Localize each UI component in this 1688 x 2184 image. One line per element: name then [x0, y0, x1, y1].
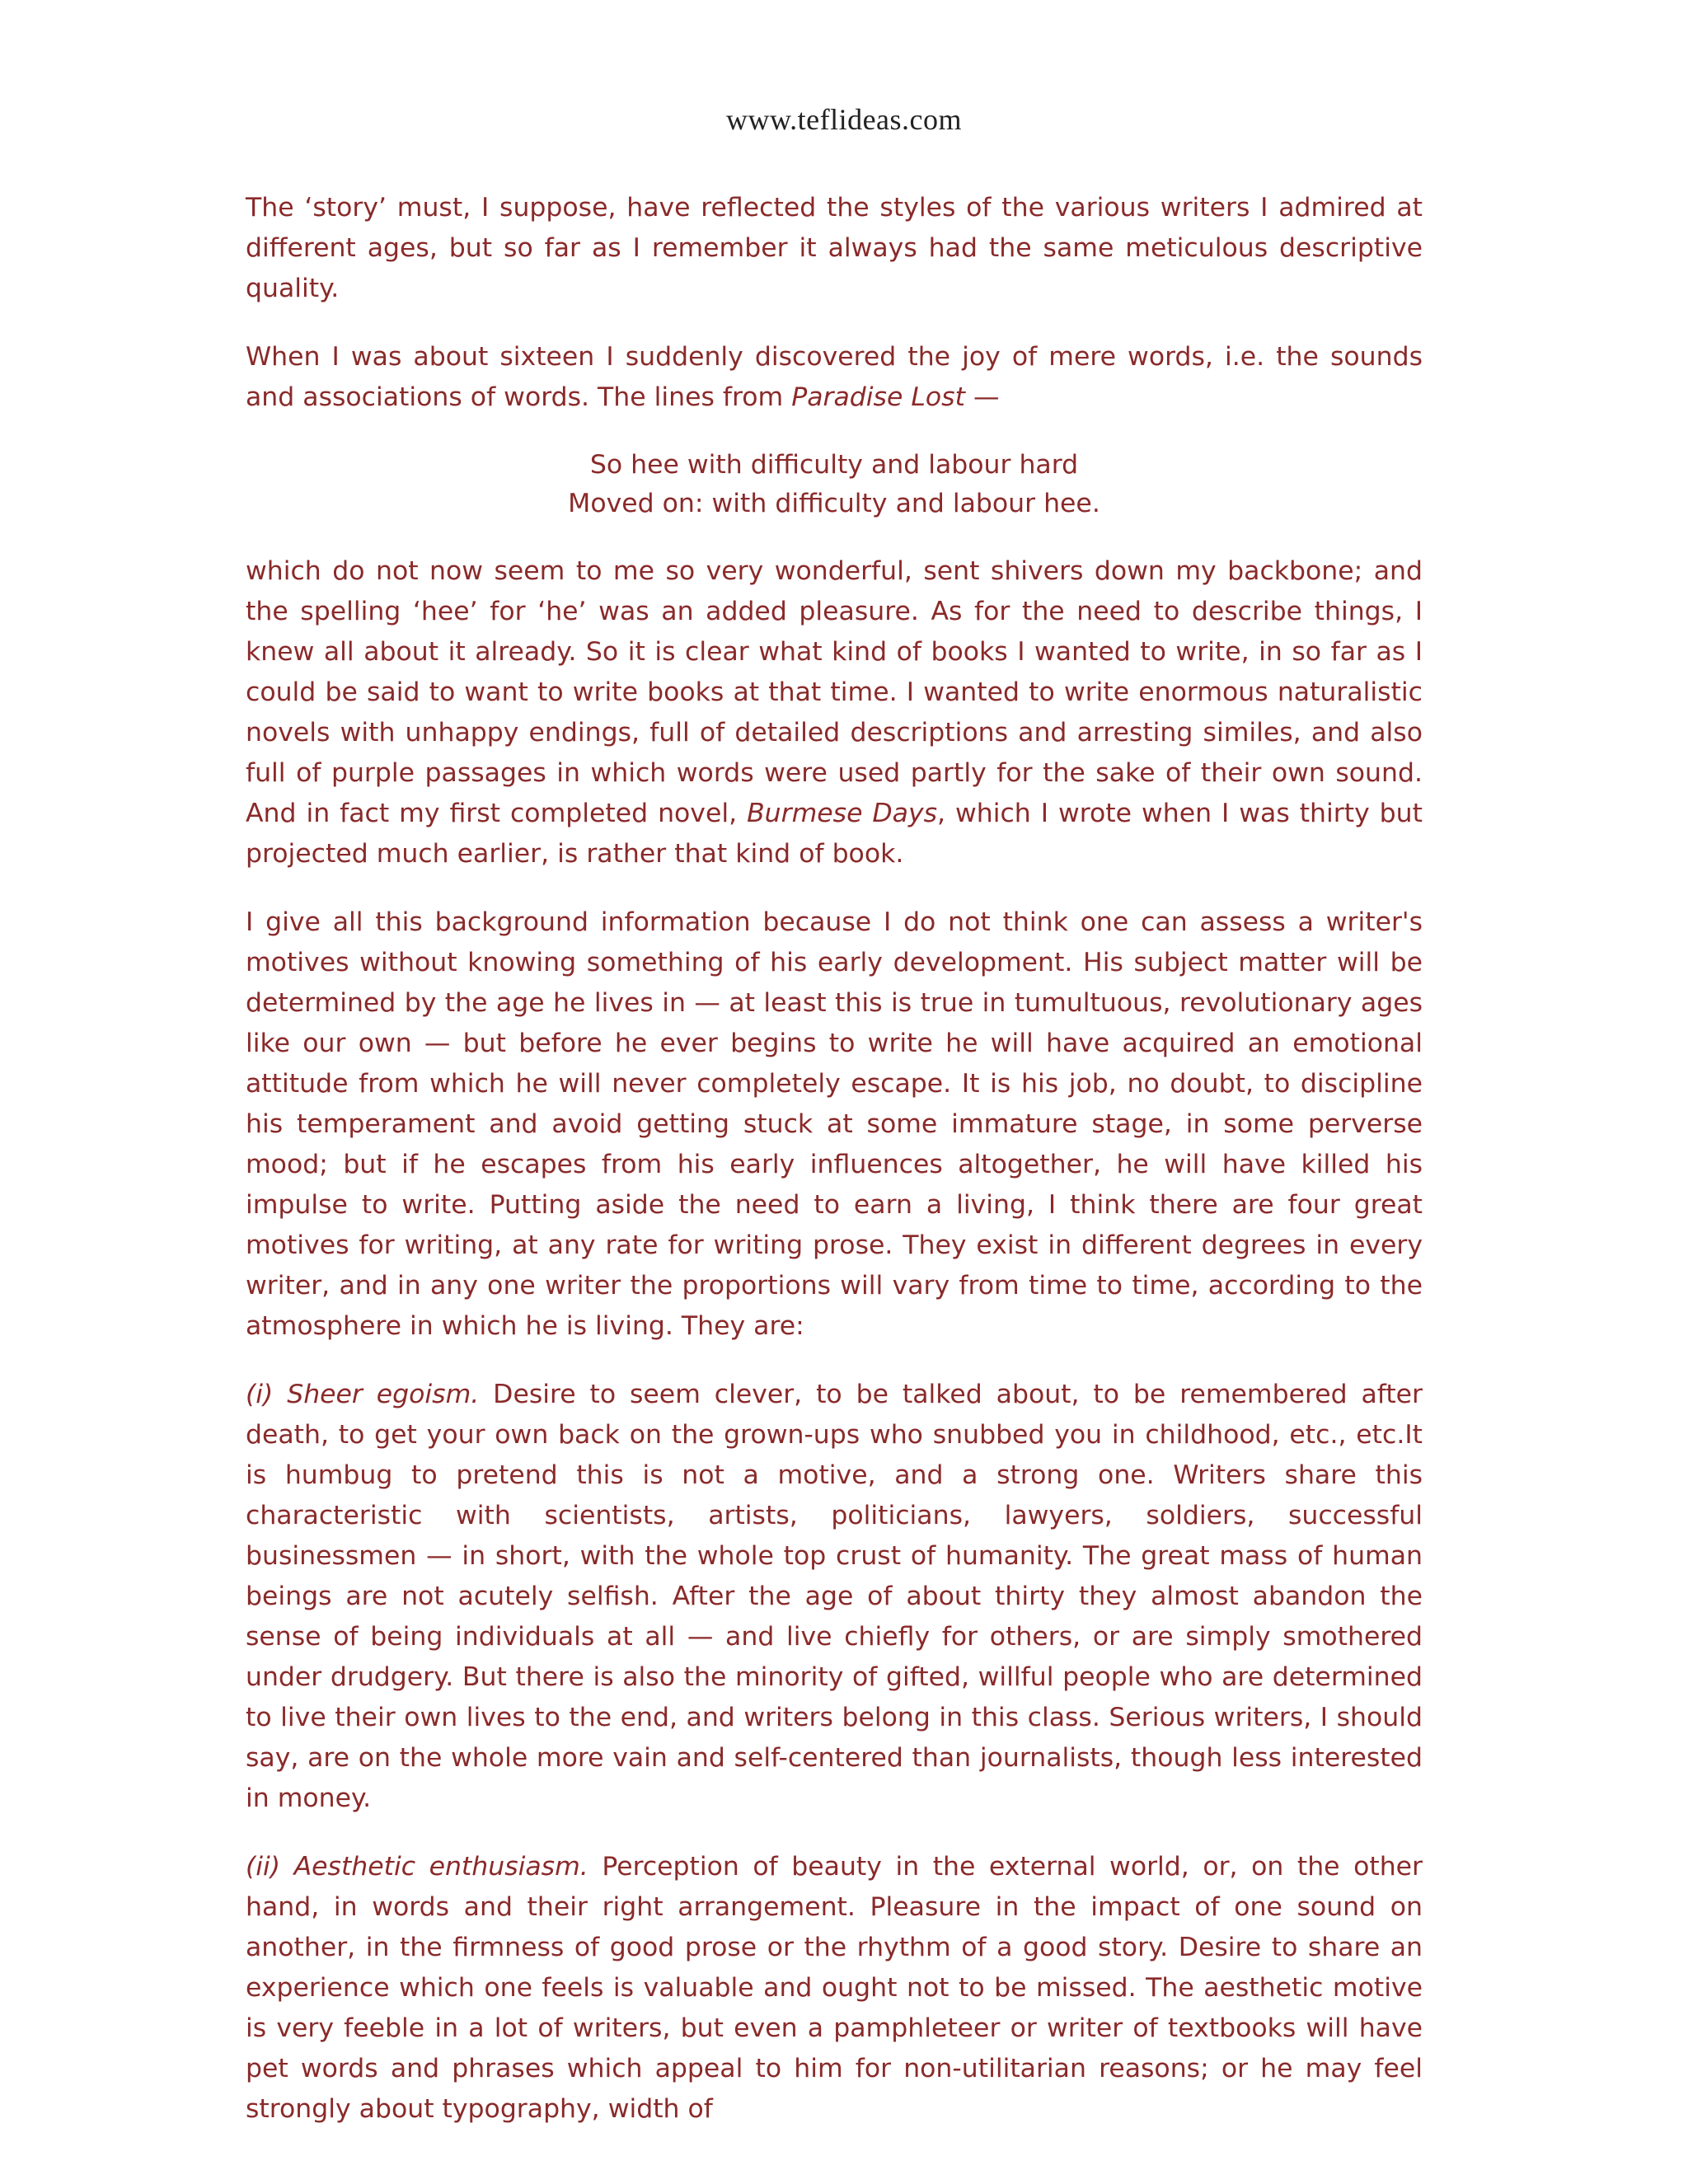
verse-line: Moved on: with difficulty and labour hee.: [568, 489, 1100, 518]
book-title-paradise-lost: Paradise Lost: [791, 382, 965, 412]
paragraph-text: Perception of beauty in the external world, or, on the other hand, in words and their right arrangement. Pleasure in the impact of one sound on another, in the firmness of good prose or the rhythm of a good story. Desire to share an experience which one feels is valuable and ought not to be missed. The aesthetic motive is very feeble in a lot of writers, but even a pamphleteer or writer of textbooks will have pet words and phrases which appeal to him for non-utilitarian reasons; or he may feel strongly about typography, width of: [246, 1852, 1423, 2124]
paragraph-discovery-of-words: [246, 337, 1423, 418]
motive-heading: (ii) Aesthetic enthusiasm.: [246, 1852, 588, 1882]
paragraph-books-wanted: [246, 551, 1423, 874]
paragraph-sheer-egoism: [246, 1375, 1423, 1819]
paragraph-background: [246, 902, 1423, 1347]
header-site-url: www.teflideas.com: [725, 103, 963, 136]
verse-line: So hee with difficulty and labour hard: [589, 450, 1079, 480]
paragraph-story-styles: [246, 188, 1423, 309]
document-body: [246, 188, 1423, 2158]
paragraph-text: —: [964, 382, 1000, 412]
verse-quote: [246, 446, 1423, 523]
paragraph-text: When I was about sixteen I suddenly discovered the joy of mere words, i.e. the sounds and associations of words. The lines from: [246, 342, 1423, 412]
motive-heading: (i) Sheer egoism.: [246, 1380, 480, 1409]
book-title-burmese-days: Burmese Days: [747, 799, 938, 828]
paragraph-text: , which I wrote when I was thirty but projected much earlier, is rather that kind of book.: [246, 799, 1423, 869]
paragraph-text: which do not now seem to me so very wonderful, sent shivers down my backbone; and the spelling ‘hee’ for ‘he’ was an added pleasure. As for the need to describe things, I knew all about it already. So it is clear what kind of books I wanted to write, in so far as I could be said to want to write books at that time. I wanted to write enormous naturalistic novels with unhappy endings, full of detailed descriptions and arresting similes, and also full of purple passages in which words were used partly for the sake of their own sound. And in fact my first completed novel,: [246, 556, 1423, 828]
paragraph-text: Desire to seem clever, to be talked about, to be remembered after death, to get your own back on the grown-ups who snubbed you in childhood, etc., etc.It is humbug to pretend this is not a motive, and a strong one. Writers share this characteristic with scientists, artists, politicians, lawyers, soldiers, successful businessmen — in short, with the whole top crust of humanity. The great mass of human beings are not acutely selfish. After the age of about thirty they almost abandon the sense of being individuals at all — and live chiefly for others, or are simply smothered under drudgery. But there is also the minority of gifted, willful people who are determined to live their own lives to the end, and writers belong in this class. Serious writers, I should say, are on the whole more vain and self-centered than journalists, though less interested in money.: [246, 1380, 1423, 1813]
paragraph-text: I give all this background information because I do not think one can assess a writer's motives without knowing something of his early development. His subject matter will be determined by the age he lives in — at least this is true in tumultuous, revolutionary ages like our own — but before he ever begins to write he will have acquired an emotional attitude from which he will never completely escape. It is his job, no doubt, to discipline his temperament and avoid getting stuck at some immature stage, in some perverse mood; but if he escapes from his early influences altogether, he will have killed his impulse to write. Putting aside the need to earn a living, I think there are four great motives for writing, at any rate for writing prose. They exist in different degrees in every writer, and in any one writer the proportions will vary from time to time, according to the atmosphere in which he is living. They are:: [246, 907, 1423, 1341]
paragraph-text: The ‘story’ must, I suppose, have reflected the styles of the various writers I admired at different ages, but so far as I remember it always had the same meticulous descriptive quality.: [246, 193, 1423, 303]
paragraph-aesthetic-enthusiasm: [246, 1847, 1423, 2130]
